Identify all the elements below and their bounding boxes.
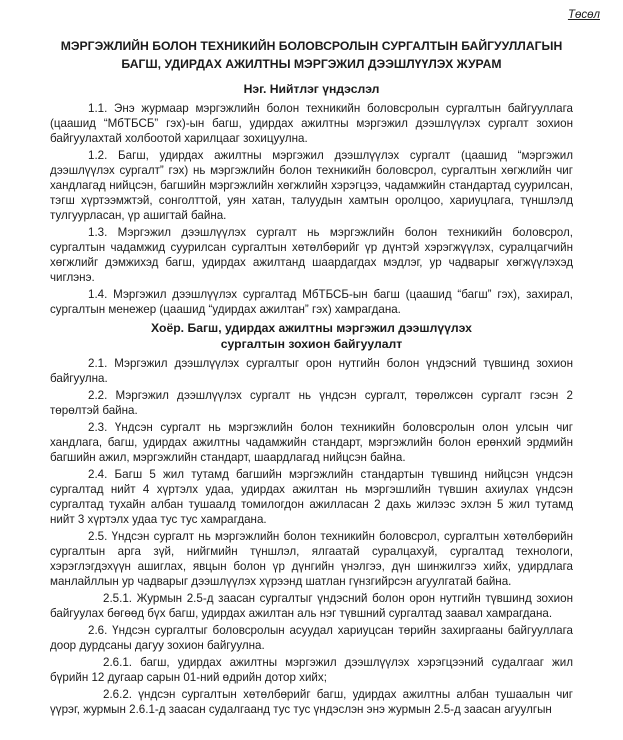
paragraph-2-2: 2.2. Мэргэжил дээшлүүлэх сургалт нь үндсэн сургалт, төрөлжсөн сургалт гэсэн 2 төрөлтэй байна. bbox=[50, 389, 573, 417]
section-one-heading bbox=[50, 81, 573, 97]
section-two-heading-line-2: сургалтын зохион байгуулалт bbox=[220, 337, 403, 351]
paragraph-2-6-1: 2.6.1. багш, удирдах ажилтны мэргэжил дээшлүүлэх хэрэгцээний судалгааг жил бүрийн 12 дугаар сарын 01-ний өдрийн дотор хийх; bbox=[50, 656, 573, 684]
title-line-1: МЭРГЭЖЛИЙН БОЛОН ТЕХНИКИЙН БОЛОВСРОЛЫН СУРГАЛТЫН БАЙГУУЛЛАГЫН bbox=[60, 39, 563, 53]
paragraph-2-6-2: 2.6.2. үндсэн сургалтын хөтөлбөрийг багш, удирдах ажилтны албан тушаалын чиг үүрэг, журмын 2.6.1-д заасан судалгаанд тус тус үндэслэн энэ журмын 2.5-д заасан агуулгын bbox=[50, 688, 573, 716]
section-two-heading bbox=[50, 320, 573, 352]
paragraph-2-5: 2.5. Үндсэн сургалт нь мэргэжлийн болон техникийн боловсрол, сургалтын хөтөлбөрийн сургалтын арга зүй, нийгмийн түншлэл, ялгаатай суралцахуй, сургалтад технологи, хэрэглэгдэхүүн ашиглах, явцын болон үр дүнгийн үнэлгээ, дүн шинжилгээ хийх, удирдлага манлайллын ур чадварыг дээшлүүлэх хүрээнд шатлан гүнзгийрсэн агуулгатай байна. bbox=[50, 530, 573, 588]
section-one-heading-line: Нэг. Нийтлэг үндэслэл bbox=[243, 82, 380, 96]
paragraph-2-4: 2.4. Багш 5 жил тутамд багшийн мэргэжлийн стандартын түвшинд нийцсэн үндсэн сургалтад нийт 4 хүртэлх удаа, удирдах ажилтан нь мэргэшлийн түвшин ахиулах үндсэн сургалтад тухайн албан тушаалд томилогдон ажилласан 2 дахь жилээс эхлэн 5 жил тутамд нийт 3 хүртэлх удаа тус тус хамрагдана. bbox=[50, 468, 573, 526]
paragraph-1-4: 1.4. Мэргэжил дээшлүүлэх сургалтад МбТБСБ-ын багш (цаашид “багш” гэх), захирал, сургалтын менежер (цаашид “удирдах ажилтан” гэх) хамрагдана. bbox=[50, 288, 573, 316]
draft-label: Төсөл bbox=[567, 9, 600, 21]
paragraph-1-3: 1.3. Мэргэжил дээшлүүлэх сургалт нь мэргэжлийн болон техникийн боловсрол, сургалтын чадамжид суурилсан сургалтын хөтөлбөрийг үр дүнтэй хэрэгжүүлэх, суралцагчийн хөгжлийг дэмжихэд багш, удирдах ажилтанд шаардагдах мэдлэг, ур чадварыг хөгжүүлэхэд чиглэнэ. bbox=[50, 226, 573, 284]
document-title bbox=[50, 38, 573, 73]
paragraph-2-3: 2.3. Үндсэн сургалт нь мэргэжлийн болон техникийн боловсролын олон улсын чиг хандлага, багш, удирдах ажилтны чадамжийн стандарт, мэргэжлийн болон ерөнхий эрдмийн багшийн ажил, мэргэжлийн стандарт, шаардлагад нийцсэн байна. bbox=[50, 421, 573, 464]
paragraph-2-1: 2.1. Мэргэжил дээшлүүлэх сургалтыг орон нутгийн болон үндэсний түвшинд зохион байгуулна. bbox=[50, 357, 573, 385]
paragraph-2-6: 2.6. Үндсэн сургалтыг боловсролын асуудал хариуцсан төрийн захиргааны байгууллага доор дурдсаны дагуу зохион байгуулна. bbox=[50, 624, 573, 652]
title-line-2: БАГШ, УДИРДАХ АЖИЛТНЫ МЭРГЭЖИЛ ДЭЭШЛҮҮЛЭХ ЖУРАМ bbox=[121, 56, 502, 71]
paragraph-2-5-1: 2.5.1. Журмын 2.5-д заасан сургалтыг үндэсний болон орон нутгийн түвшинд зохион байгуулах бөгөөд бүх багш, удирдах ажилтан аль нэг түвшний сургалтад заавал хамрагдана. bbox=[50, 592, 573, 620]
section-two-heading-line-1: Хоёр. Багш, удирдах ажилтны мэргэжил дээшлүүлэх bbox=[151, 321, 472, 335]
paragraph-1-1: 1.1. Энэ журмаар мэргэжлийн болон техникийн боловсролын сургалтын байгууллага (цаашид “МбТБСБ” гэх)-ын багш, удирдах ажилтны мэргэжил дээшлүүлэх сургалт зохион байгуулахтай холбоотой харилцааг зохицуулна. bbox=[50, 102, 573, 145]
paragraph-1-2: 1.2. Багш, удирдах ажилтны мэргэжил дээшлүүлэх сургалт (цаашид “мэргэжил дээшлүүлэх сургалт” гэх) нь мэргэжлийн болон техникийн боловсрол, сургалтын хөгжлийн чиг хандлагад нийцсэн, багшийн мэргэжлийн хөгжлийн хэрэгцээ, чадамжийн стандартад суурилсан, тэгш хүртээмжтэй, сонголттой, уян хатан, талуудын хамтын оролцоо, хариуцлага, түншлэлд тулгуурласан, үр ашигтай байна. bbox=[50, 149, 573, 222]
